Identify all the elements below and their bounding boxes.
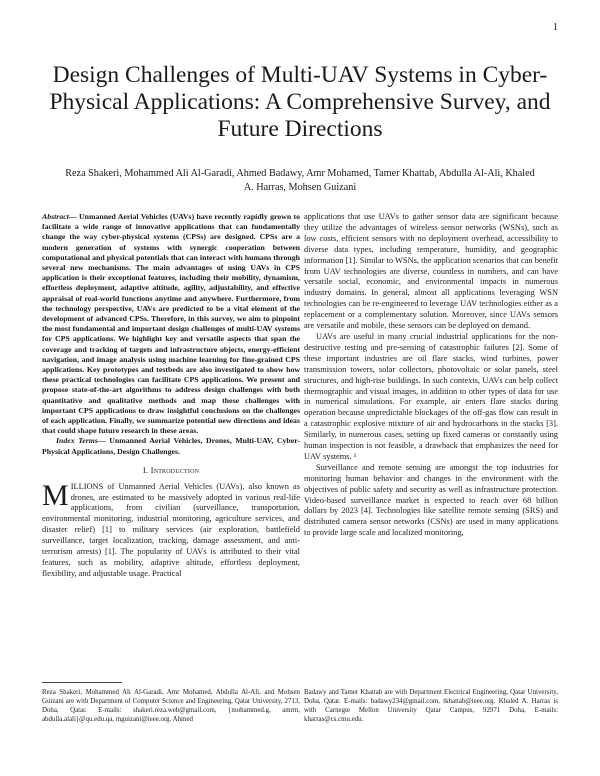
abstract-text: — Unmanned Aerial Vehicles (UAVs) have recently rapidly grown to facilitate a wide range of innovative applications that can fundamentally change the way cyber-physical systems (CPSs) are designed. CPSs are a modern generation of systems with synergic cooperation between computational and physical potentials that can interact with humans through several new mechanisms. The main advantages of using UAVs in CPS application is their exceptional features, including their mobility, dynamism, effortless deployment, adaptive altitude, agility, adjustability, and effective appraisal of real-world functions anytime and anywhere. Furthermore, from the technology perspective, UAVs are predicted to be a vital element of the development of advanced CPSs. Therefore, in this survey, we aim to pinpoint the most fundamental and important design challenges of multi-UAV systems for CPS applications. We highlight key and versatile aspects that span the coverage and tracking of targets and infrastructure objects, energy-efficient navigation, and image analysis using machine learning for fine-grained CPS applications. Key prototypes and testbeds are also investigated to show how these practical technologies can facilitate CPS applications. We present and propose state-of-the-art algorithms to address design challenges with both quantitative and qualitative methods and map these challenges with important CPS applications to draw insightful conclusions on the challenges of each application. Finally, we summarize potential new directions and ideas that could shape future research in these areas.: [42, 212, 300, 436]
section-title: Introduction: [150, 464, 200, 475]
body-paragraph-3: Surveillance and remote sensing are amongst the top industries for monitoring human behavior and changes in the environment with the objectives of public safety and security as well as infrastructure protection. Video-based surveillance market is expected to reach over 68 billion dollars by 2023 [4]. Technologies like satellite remote sensing (SRS) and distributed camera sensor networks (CSNs) are used in many applications to provide large scale and localized monitoring,: [304, 462, 558, 538]
abstract-label: Abstract: [42, 212, 69, 221]
abstract: [42, 212, 300, 436]
footnote-left: Reza Shakeri, Mohammed Ali Al-Garadi, Amr Mohamed, Abdulla Al-Ali, and Mohsen Guizani are with Department of Computer Science and Engineering, Qatar University, 2713, Doha, Qatar. E-mails: shakeri.reza.web@gmail.com, {mohammed.g, amrm, abdulla.alali}@qu.edu.qa, mguizani@ieee.org. Ahmed: [42, 689, 300, 723]
intro-text: ILLIONS of Unmanned Aerial Vehicles (UAVs), also known as drones, are estimated to be massively adopted in various real-life applications, from civilian (surveillance, transportation, environmental monitoring, industrial monitoring, agriculture services, and disaster relief) [1] to military services (air exploration, battlefield surveillance, target localization, tracking, damage assessment, and anti-terrorism arrests) [1]. The popularity of UAVs is attributed to their vital features, such as mobility, adaptive altitude, effortless deployment, flexibility, and adjustable usage. Practical: [42, 481, 300, 578]
index-terms-text: — Unmanned Aerial Vehicles, Drones, Multi-UAV, Cyber-Physical Applications, Design Challenges.: [42, 436, 301, 456]
right-column: [304, 212, 558, 539]
paper-title: Design Challenges of Multi-UAV Systems in Cyber-Physical Applications: A Comprehensive Survey, and Future Directions: [49, 62, 551, 142]
body-paragraph-1: applications that use UAVs to gather sensor data are significant because they utilize the advantages of wireless sensor networks (WSNs), such as low costs, efficient sensors with no deployment overhead, accessibility to diverse data types, including temperature, humidity, and geographic information [1]. Similar to WSNs, the application scenarios that can benefit from UAV technologies are diverse, countless in numbers, and can have versatile social, economic, and environmental impacts in numerous industry domains. In general, almost all applications leveraging WSN technologies can be re-engineered to leverage UAV technologies either as a replacement or a complementary solution. Moreover, since UAVs sensors are versatile and mobile, these sensors can be deployed on demand.: [304, 212, 558, 331]
footnote-right: Badawy and Tamer Khattab are with Department Electrical Engineering, Qatar University, Doha, Qatar. E-mails: badawy234@gmail.com, tkhattab@ieee.org. Khaled A. Harras is with Carnegie Mellon University Qatar Campus, 92971 Doha, E-mails: kharras@cs.cmu.edu.: [304, 689, 558, 723]
intro-paragraph: [42, 478, 300, 580]
page-number: 1: [553, 22, 558, 33]
body-paragraph-2: UAVs are useful in many crucial industrial applications for the non-destructive testing and pre-sensing of catastrophic failures [2]. Some of these important industries are oil flare stacks, wind turbines, power transmission towers, solar collectors, photovoltaic or solar panels, steel structures, and high-rise buildings. In such contexts, UAVs can help collect thermographic and visual images, in addition to other types of data for use in numerical simulations. For example, air enters flare stacks during operation because unpredictable blockages of the off-gas flow can result in a catastrophic explosive mixture of air and hydrocarbons in the stacks [3]. Similarly, in numerous cases, setting up fixed cameras or constantly using human inspection is not feasible, a drawback that emphasizes the need for UAV systems. ¹: [304, 331, 558, 461]
author-list: Reza Shakeri, Mohammed Ali Al-Garadi, Ahmed Badawy, Amr Mohamed, Tamer Khattab, Abdulla Al-Ali, Khaled A. Harras, Mohsen Guizani: [65, 168, 535, 193]
section-heading-introduction: [42, 465, 300, 476]
footnote-divider: [42, 682, 122, 683]
left-column: [42, 212, 300, 580]
index-terms-label: Index Terms: [56, 436, 98, 446]
index-terms: [42, 436, 300, 456]
section-number: I.: [142, 464, 149, 475]
drop-cap: M: [42, 478, 69, 512]
